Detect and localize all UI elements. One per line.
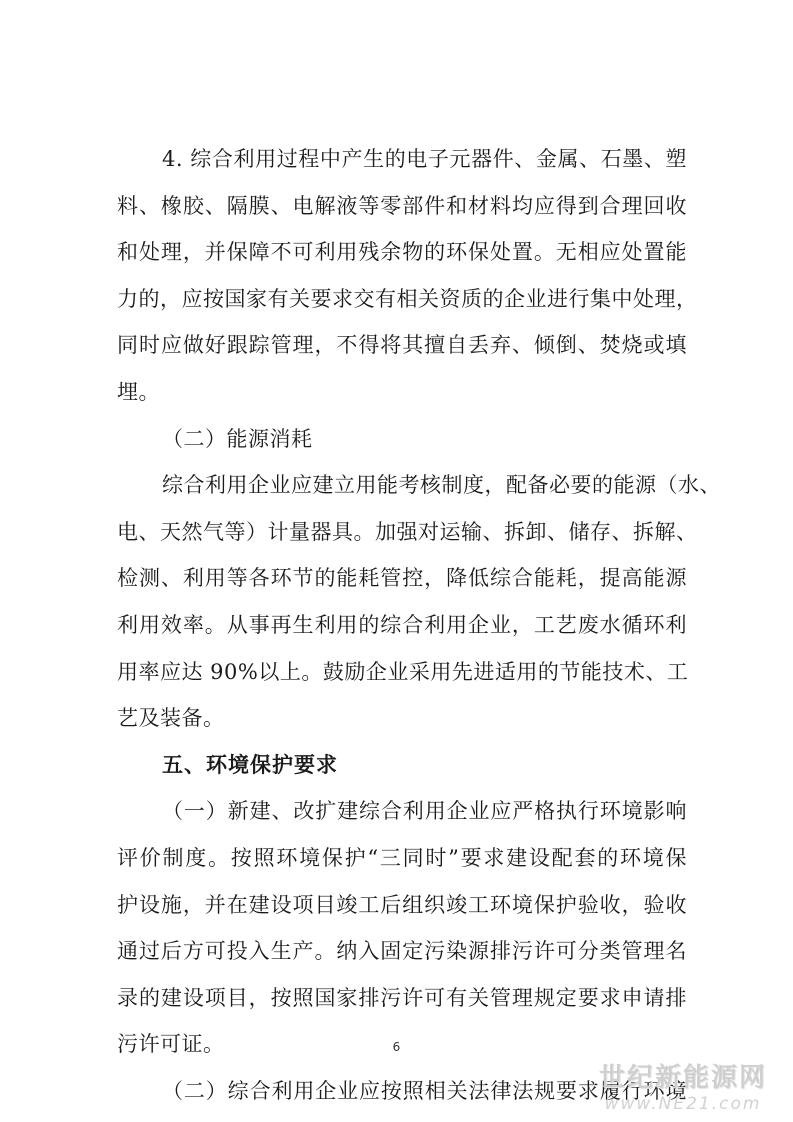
paragraph-line: 评价制度。按照环境保护“三同时”要求建设配套的环境保 — [117, 846, 687, 870]
paragraph-line: 同时应做好跟踪管理，不得将其擅自丢弃、倾倒、焚烧或填 — [117, 333, 687, 358]
paragraph-line: （一）新建、改扩建综合利用企业应严格执行环境影响 — [162, 799, 687, 824]
paragraph-line: 护设施，并在建设项目竣工后组织竣工环境保护验收，验收 — [117, 892, 687, 917]
paragraph-line: 4. 综合利用过程中产生的电子元器件、金属、石墨、塑 — [162, 147, 687, 171]
watermark-name: 世纪新能源网 — [598, 1063, 767, 1093]
paragraph-line: 用率应达 90%以上。鼓励企业采用先进适用的节能技术、工 — [117, 659, 689, 684]
paragraph-line: 艺及装备。 — [117, 706, 225, 731]
paragraph-line: 力的，应按国家有关要求交有相关资质的企业进行集中处理， — [117, 286, 698, 311]
paragraph-line: （二）综合利用企业应按照相关法律法规要求履行环境 — [162, 1079, 687, 1103]
watermark-url: www.NE21.com — [604, 1094, 762, 1114]
paragraph-line: 利用效率。从事再生利用的综合利用企业，工艺废水循环利 — [117, 613, 687, 637]
paragraph-line: 通过后方可投入生产。纳入固定污染源排污许可分类管理名 — [117, 939, 687, 964]
paragraph-line: 录的建设项目，按照国家排污许可有关管理规定要求申请排 — [117, 985, 687, 1010]
paragraph-line: 污许可证。 — [117, 1032, 225, 1057]
paragraph-line: 和处理，并保障不可利用残余物的环保处置。无相应处置能 — [117, 240, 687, 265]
paragraph-line: 埋。 — [117, 380, 160, 404]
paragraph-line: 料、橡胶、隔膜、电解液等零部件和材料均应得到合理回收 — [117, 193, 687, 218]
page-number: 6 — [392, 1040, 401, 1054]
watermark-logo — [583, 1063, 783, 1115]
paragraph-line: 检测、利用等各环节的能耗管控，降低综合能耗，提高能源 — [117, 566, 687, 591]
paragraph-line: 综合利用企业应建立用能考核制度，配备必要的能源（水、 — [162, 473, 721, 498]
paragraph-line: 电、天然气等）计量器具。加强对运输、拆卸、储存、拆解、 — [117, 519, 698, 544]
subsection-title: （二）能源消耗 — [162, 426, 313, 451]
section-heading: 五、环境保护要求 — [162, 752, 338, 777]
